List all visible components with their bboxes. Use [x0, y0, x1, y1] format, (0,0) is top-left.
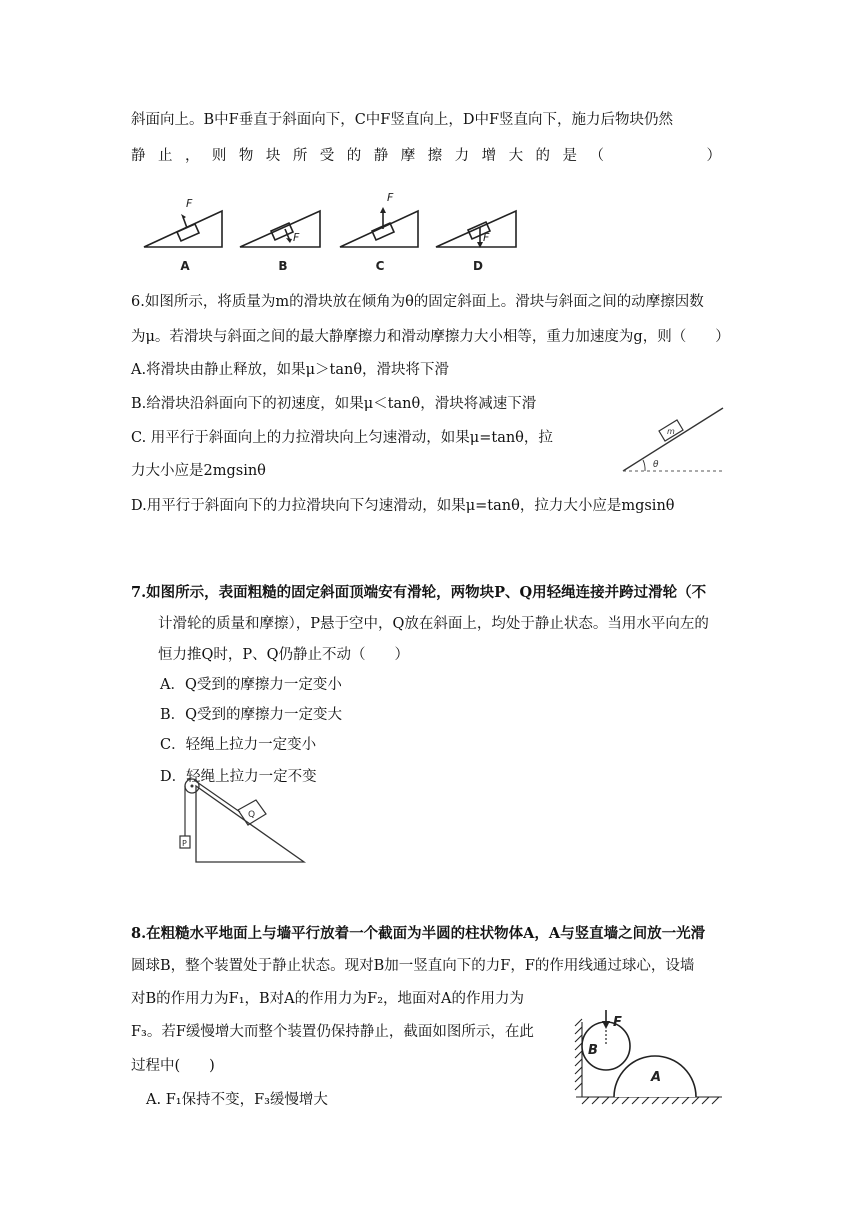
q5-force-label-b: F: [293, 231, 300, 244]
q5-fig-label-d: D: [473, 259, 483, 273]
q8-figure: [570, 1000, 730, 1110]
q8-b-label: B: [588, 1043, 598, 1058]
q8-line-5: 过程中( ): [131, 1058, 215, 1074]
q5-force-label-a: F: [186, 197, 193, 210]
q8-f-label: F: [613, 1015, 622, 1030]
q5-figure: [130, 185, 530, 275]
q6-option-b: B.给滑块沿斜面向下的初速度，如果μ＜tanθ，滑块将减速下滑: [131, 396, 537, 412]
q5-fig-label-a: A: [180, 259, 190, 273]
q5-force-label-d: F: [483, 231, 490, 244]
q6-option-d: D.用平行于斜面向下的力拉滑块向下匀速滑动，如果μ=tanθ，拉力大小应是mgsinθ: [131, 498, 675, 514]
q7-figure: [172, 772, 312, 867]
q7-option-a: A．Q受到的摩擦力一定变小: [160, 677, 342, 693]
q5-line-1: 斜面向上。B中F垂直于斜面向下，C中F竖直向上，D中F竖直向下，施力后物块仍然: [131, 112, 674, 128]
q7-line-1: 7.如图所示，表面粗糙的固定斜面顶端安有滑轮，两物块P、Q用轻绳连接并跨过滑轮（不: [131, 584, 707, 601]
q7-option-d: D．轻绳上拉力一定不变: [160, 769, 317, 785]
q7-q-label: Q: [248, 810, 256, 820]
q6-option-c-line-1: C. 用平行于斜面向上的力拉滑块向上匀速滑动，如果μ=tanθ，拉: [131, 430, 553, 446]
q8-option-a: A. F₁保持不变，F₃缓慢增大: [146, 1092, 328, 1108]
q7-p-label: P: [182, 839, 187, 848]
q6-line-2: 为μ。若滑块与斜面之间的最大静摩擦力和滑动摩擦力大小相等，重力加速度为g，则（ ）: [131, 329, 730, 345]
q8-line-4: F₃。若F缓慢增大而整个装置仍保持静止，截面如图所示，在此: [131, 1024, 534, 1040]
q8-line-3: 对B的作用力为F₁，B对A的作用力为F₂，地面对A的作用力为: [131, 991, 524, 1007]
q8-a-label: A: [651, 1070, 662, 1085]
q5-fig-label-c: C: [375, 259, 385, 273]
q5-fig-label-b: B: [278, 259, 288, 273]
q7-line-2: 计滑轮的质量和摩擦），P悬于空中，Q放在斜面上，均处于静止状态。当用水平向左的: [158, 616, 709, 632]
q8-line-2: 圆球B，整个装置处于静止状态。现对B加一竖直向下的力F，F的作用线通过球心，设墙: [131, 958, 695, 974]
q8-line-1: 8.在粗糙水平地面上与墙平行放着一个截面为半圆的柱状物体A，A与竖直墙之间放一光滑: [131, 925, 706, 942]
q5-force-label-c: F: [387, 191, 394, 204]
q6-option-c-line-2: 力大小应是2mgsinθ: [131, 463, 266, 479]
q7-option-c: C．轻绳上拉力一定变小: [160, 737, 317, 753]
q7-line-3: 恒力推Q时，P、Q仍静止不动（ ）: [158, 647, 410, 663]
q6-option-a: A.将滑块由静止释放，如果μ＞tanθ，滑块将下滑: [131, 362, 450, 378]
q6-angle-label: θ: [653, 460, 659, 470]
q6-line-1: 6.如图所示，将质量为m的滑块放在倾角为θ的固定斜面上。滑块与斜面之间的动摩擦因数: [131, 294, 704, 310]
q5-line-2: 静 止 ， 则 物 块 所 受 的 静 摩 擦 力 增 大 的 是 （ ）: [131, 148, 721, 164]
q6-mass-label: m: [667, 427, 675, 436]
q6-figure: [615, 398, 735, 478]
q7-option-b: B．Q受到的摩擦力一定变大: [160, 707, 343, 723]
